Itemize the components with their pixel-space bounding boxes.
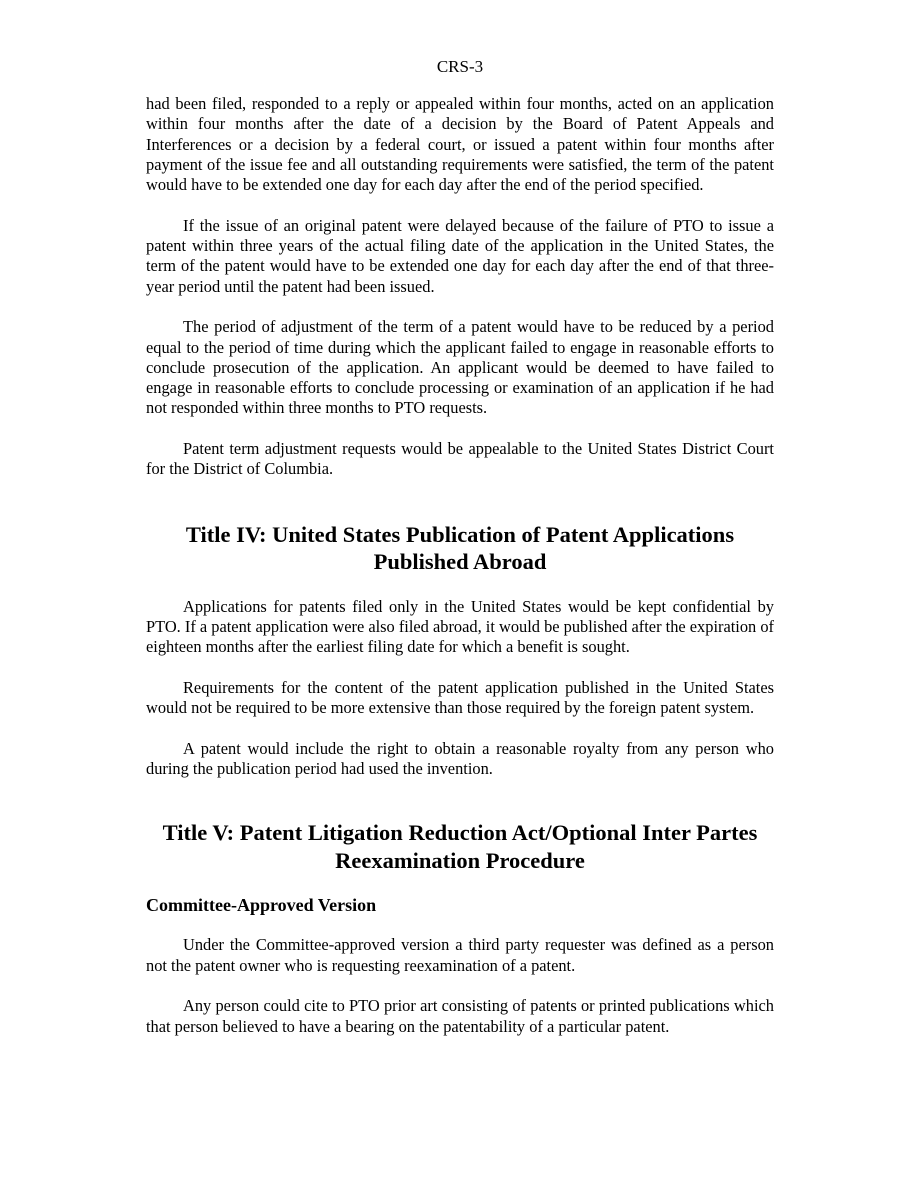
paragraph-adjustment-reduction: The period of adjustment of the term of a patent would have to be reduced by a period equal to the period of time during which the applicant failed to engage in reasonable efforts to conclude prosecution of the application. An applicant would be deemed to have failed to engage in reasonable efforts to conclude processing or examination of an application if he had not responded within three months to PTO requests. [146, 317, 774, 418]
title-iv-paragraph-royalty: A patent would include the right to obtain a reasonable royalty from any person who during the publication period had used the invention. [146, 738, 774, 779]
title-v-heading: Title V: Patent Litigation Reduction Act/Optional Inter Partes Reexamination Procedure [162, 820, 758, 873]
title-v-paragraph-third-party: Under the Committee-approved version a third party requester was defined as a person not the patent owner who is requesting reexamination of a patent. [146, 935, 774, 975]
title-iv-paragraph-content-requirements: Requirements for the content of the patent application published in the United States would not be required to be more extensive than those required by the foreign patent system. [146, 677, 774, 718]
page-number-header: CRS-3 [436, 57, 484, 76]
paragraph-delay-extension: If the issue of an original patent were delayed because of the failure of PTO to issue a patent within three years of the actual filing date of the application in the United States, the term of the patent would have to be extended one day for each day after the end of that three-year period until the patent had been issued. [146, 215, 774, 296]
paragraph-appeal: Patent term adjustment requests would be appealable to the United States District Court for the District of Columbia. [146, 439, 774, 479]
title-v-paragraph-prior-art: Any person could cite to PTO prior art consisting of patents or printed publications which that person believed to have a bearing on the patentability of a particular patent. [146, 996, 774, 1036]
title-iv-paragraph-confidential: Applications for patents filed only in the United States would be kept confidential by PTO. If a patent application were also filed abroad, it would be published after the expiration of eighteen months after the earliest filing date for which a benefit is sought. [146, 596, 774, 657]
paragraph-continued: had been filed, responded to a reply or appealed within four months, acted on an application within four months after the date of a decision by the Board of Patent Appeals and Interferences or a decision by a federal court, or issued a patent within four months after payment of the issue fee and all outstanding requirements were satisfied, the term of the patent would have to be extended one day for each day after the end of the period specified. [146, 94, 774, 195]
committee-approved-subheading: Committee-Approved Version [146, 895, 377, 916]
document-body [146, 94, 774, 1037]
title-iv-heading: Title IV: United States Publication of Patent Applications Published Abroad [185, 521, 735, 575]
